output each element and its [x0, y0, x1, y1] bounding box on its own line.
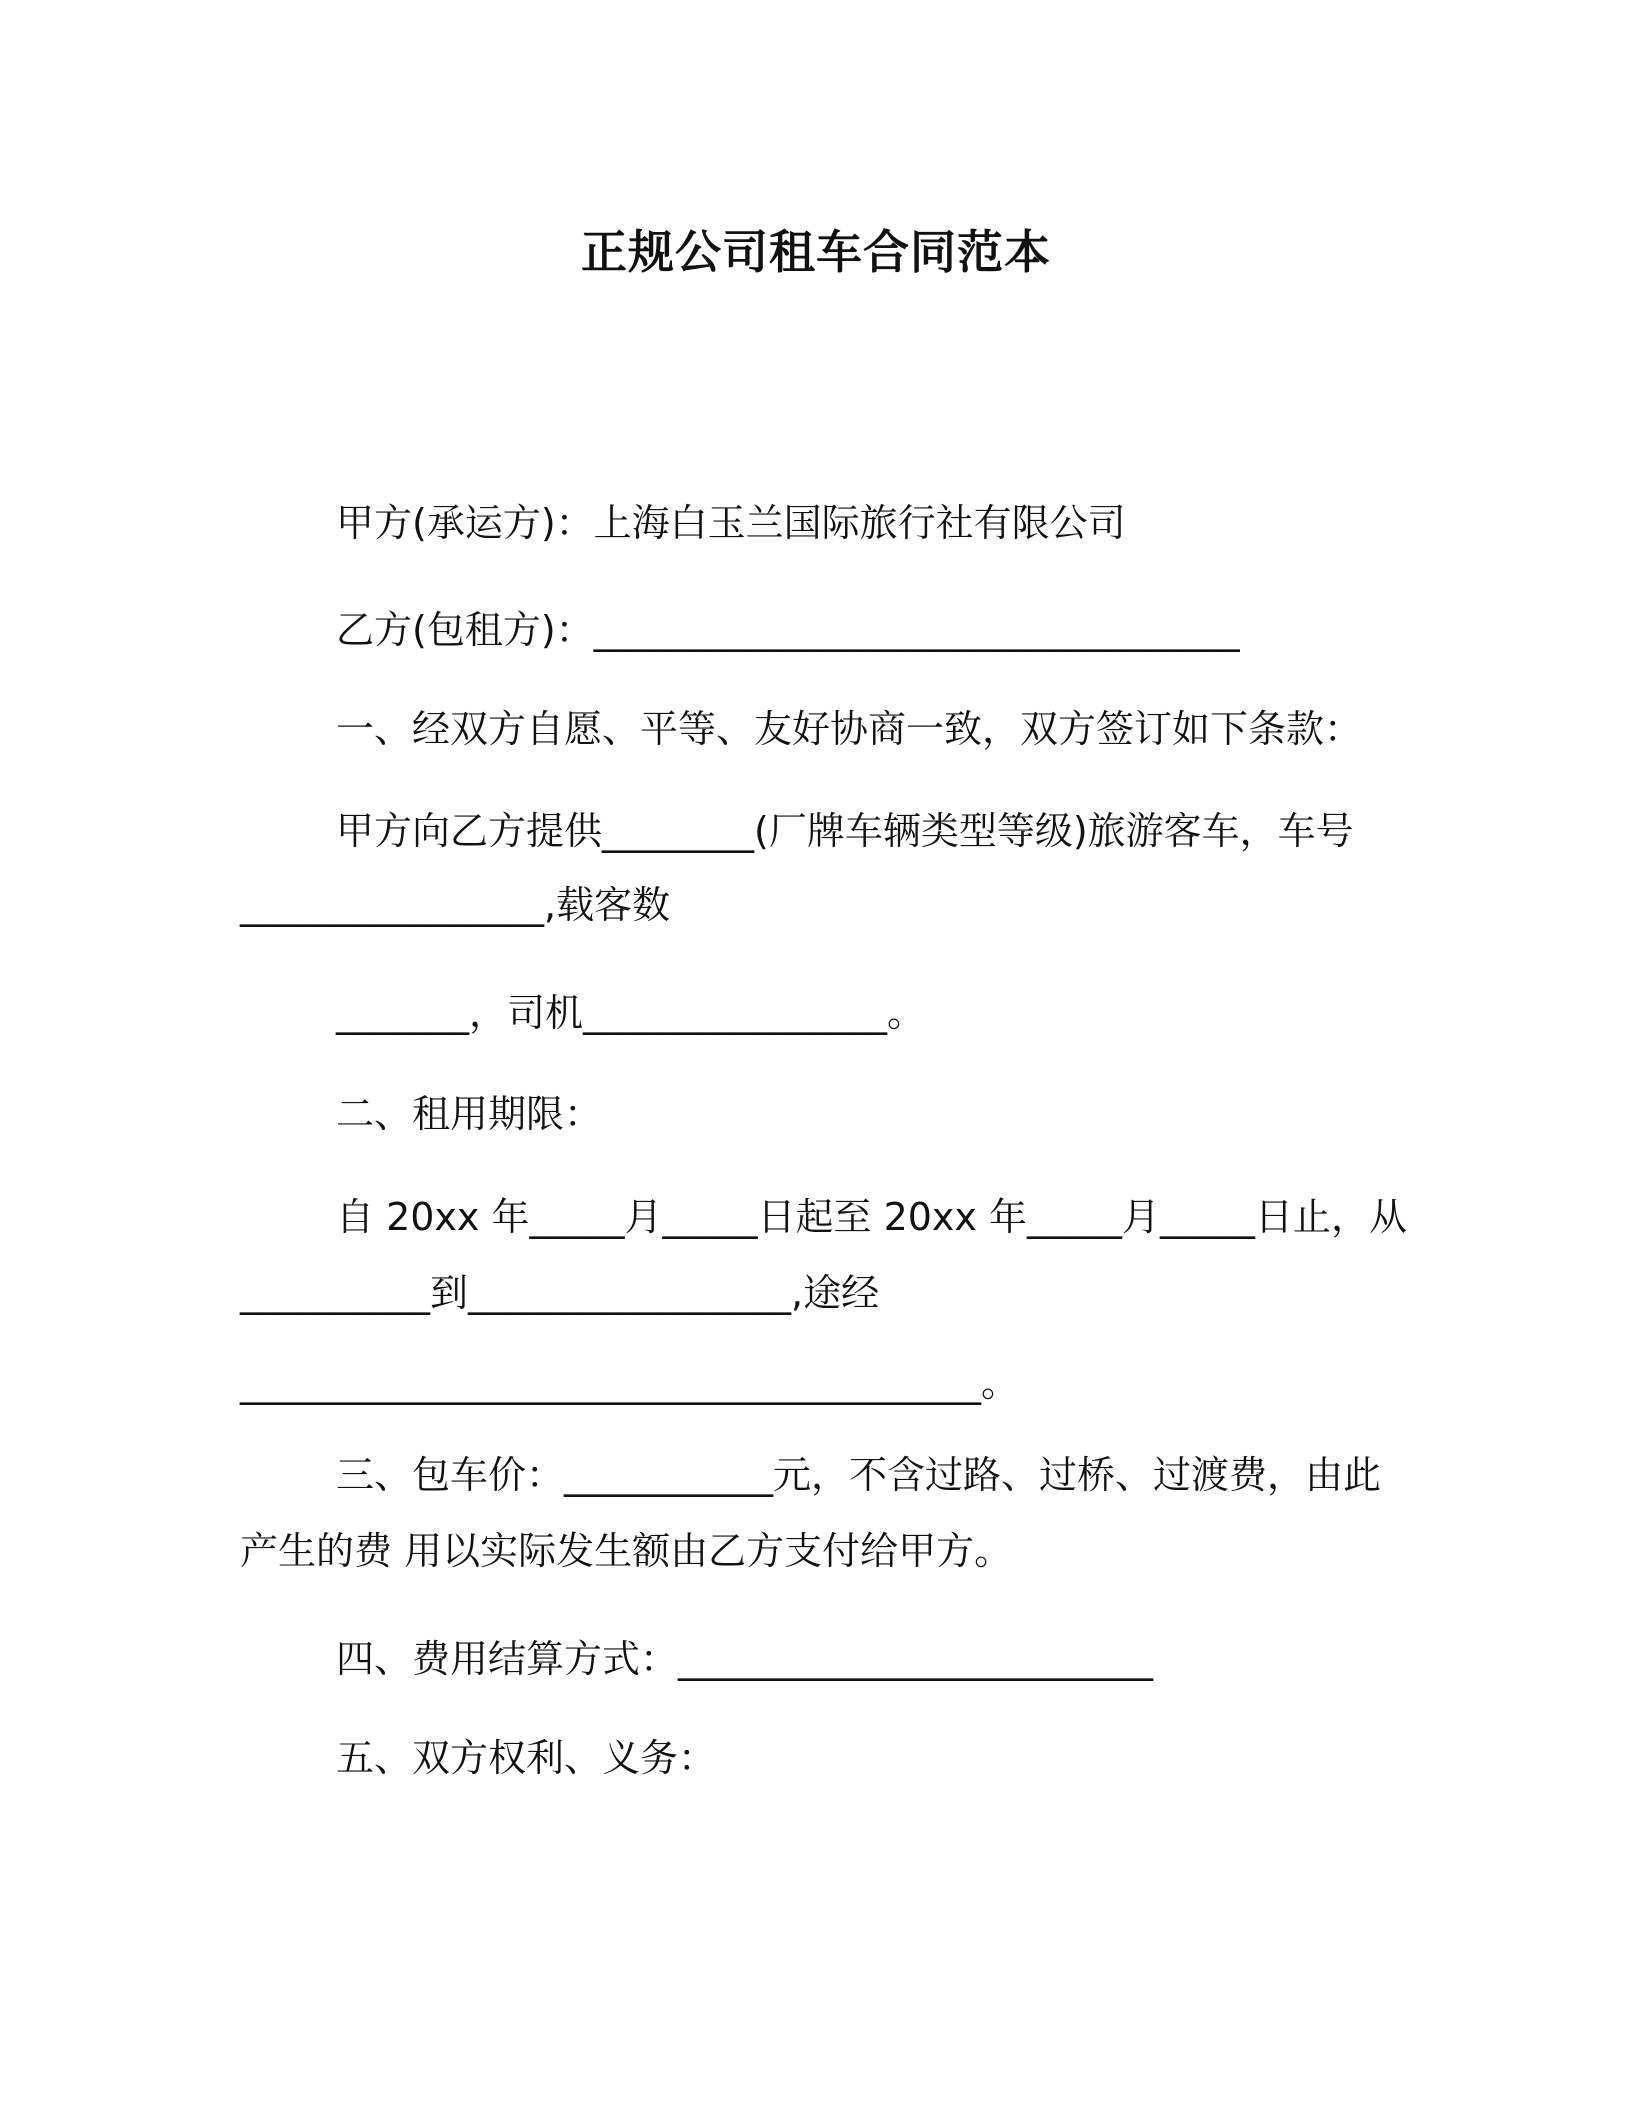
clause-2-text-line-1: 自 20xx 年_____月_____日起至 20xx 年_____月_____日止，从 — [336, 1195, 1407, 1239]
party-b-line: 乙方(包租方)：__________________________________ — [336, 608, 1240, 652]
clause-5-heading: 五、双方权利、义务： — [336, 1736, 717, 1780]
clause-1-heading: 一、经双方自愿、平等、友好协商一致，双方签订如下条款： — [336, 707, 1363, 751]
clause-1-text-line-3: _______，司机________________。 — [336, 991, 926, 1035]
clause-2-text-line-3: _______________________________________。 — [240, 1361, 1020, 1405]
clause-1-text-line-2: ________________,载客数 — [240, 883, 671, 927]
party-a-line: 甲方(承运方)：上海白玉兰国际旅行社有限公司 — [336, 501, 1126, 545]
clause-2-text-line-2: __________到_________________,途经 — [240, 1271, 880, 1315]
clause-4-line: 四、费用结算方式：_________________________ — [336, 1637, 1154, 1681]
clause-2-heading: 二、租用期限： — [336, 1092, 603, 1136]
document-title: 正规公司租车合同范本 — [581, 225, 1051, 279]
clause-1-text-line-1: 甲方向乙方提供________(厂牌车辆类型等级)旅游客车，车号 — [336, 809, 1354, 853]
clause-3-text-line-2: 产生的费 用以实际发生额由乙方支付给甲方。 — [240, 1529, 1013, 1573]
clause-3-text-line-1: 三、包车价：___________元，不含过路、过桥、过渡费，由此 — [336, 1453, 1382, 1497]
